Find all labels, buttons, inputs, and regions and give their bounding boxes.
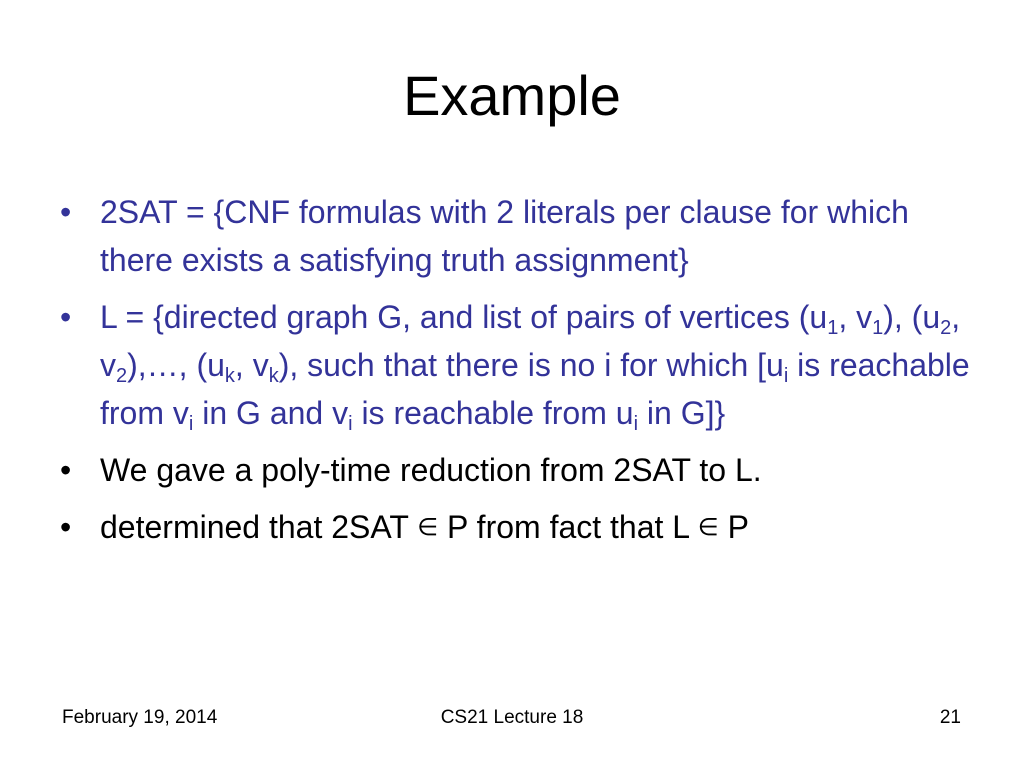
text-run: ), (u bbox=[883, 299, 941, 335]
footer-lecture-title: CS21 Lecture 18 bbox=[440, 707, 584, 728]
subscript: i bbox=[783, 365, 789, 387]
bullet-text bbox=[100, 509, 749, 545]
subscript: k bbox=[268, 365, 279, 387]
subscript: i bbox=[633, 413, 639, 435]
text-run: P bbox=[718, 509, 749, 545]
bullet-item-language-l bbox=[60, 293, 980, 437]
text-run: is reachable from u bbox=[352, 395, 634, 431]
text-run: , v bbox=[838, 299, 873, 335]
bullet-item-conclusion bbox=[60, 503, 980, 551]
text-run: , v bbox=[234, 347, 269, 383]
text-run: , v bbox=[100, 299, 961, 383]
subscript: 1 bbox=[872, 317, 884, 339]
text-run: P from fact that L bbox=[438, 509, 698, 545]
bullet-text: We gave a poly-time reduction from 2SAT to L. bbox=[100, 452, 762, 488]
bullet-list bbox=[60, 188, 980, 560]
element-of-symbol: ∈ bbox=[697, 513, 719, 541]
bullet-text bbox=[100, 299, 970, 435]
element-of-symbol: ∈ bbox=[417, 513, 439, 541]
subscript: k bbox=[224, 365, 235, 387]
subscript: 1 bbox=[827, 317, 839, 339]
footer-date: February 19, 2014 bbox=[62, 707, 218, 728]
bullet-marker: • bbox=[60, 452, 72, 488]
text-run: L = {directed graph G, and list of pairs of vertices (u bbox=[100, 299, 828, 335]
subscript: i bbox=[188, 413, 194, 435]
text-run: in G and v bbox=[193, 395, 349, 431]
text-run: determined that 2SAT bbox=[100, 509, 418, 545]
subscript: 2 bbox=[116, 365, 128, 387]
text-run: in G]} bbox=[638, 395, 726, 431]
text-run: is reachable from v bbox=[100, 347, 970, 431]
subscript: 2 bbox=[940, 317, 952, 339]
footer-page-number: 21 bbox=[939, 707, 961, 728]
text-run: ),…, (u bbox=[127, 347, 225, 383]
text-run: ), such that there is no i for which [u bbox=[278, 347, 784, 383]
slide-title: Example bbox=[403, 64, 621, 127]
bullet-item-2sat-definition bbox=[60, 188, 980, 284]
bullet-marker: • bbox=[60, 194, 72, 230]
bullet-item-reduction bbox=[60, 446, 980, 494]
bullet-marker: • bbox=[60, 509, 72, 545]
subscript: i bbox=[348, 413, 353, 435]
bullet-text: 2SAT = {CNF formulas with 2 literals per clause for which there exists a satisfying truth assignment} bbox=[100, 194, 909, 278]
bullet-marker: • bbox=[60, 299, 72, 335]
